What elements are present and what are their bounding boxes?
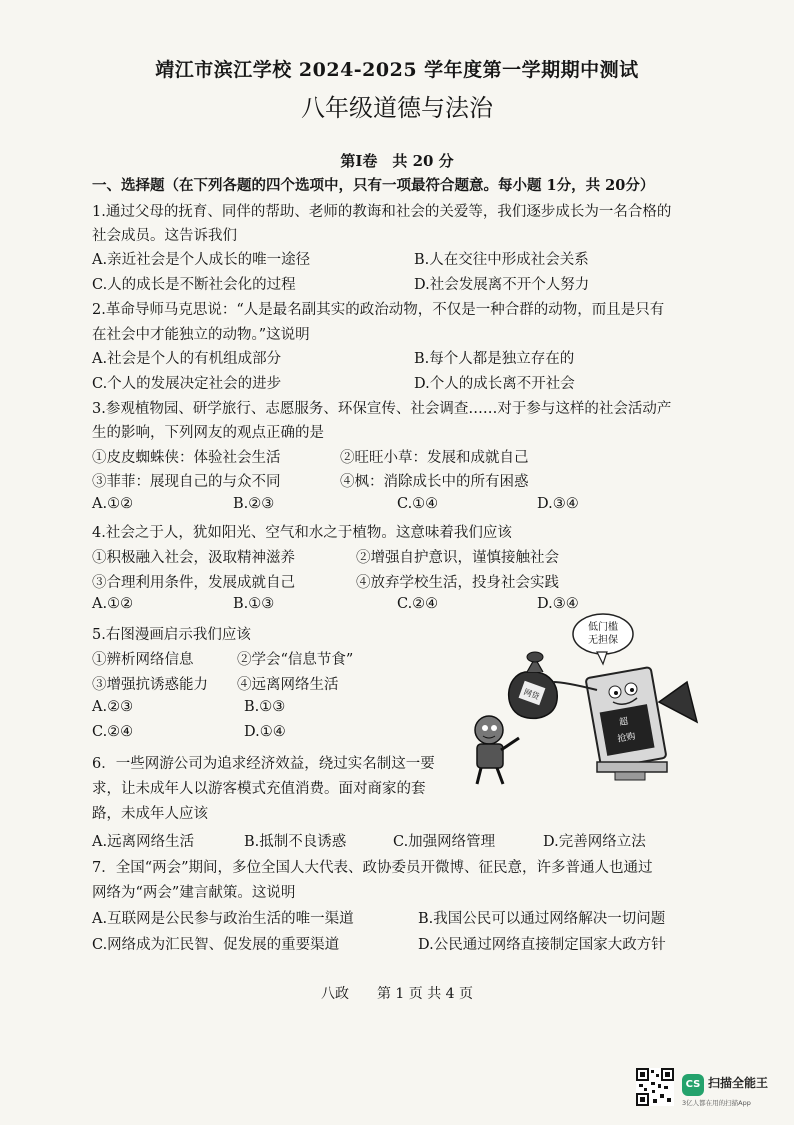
q4-statement-4: ④放弃学校生活，投身社会实践 [356, 575, 559, 591]
q5-option-a: A.②③ [92, 699, 134, 715]
q2-option-c: C.个人的发展决定社会的进步 [92, 376, 282, 392]
screen-text-1: 超 [618, 716, 630, 729]
page-footer: 八政 第 1 页 共 4 页 [320, 986, 474, 1002]
q2-option-d: D.个人的成长离不开社会 [414, 376, 575, 392]
section-heading: 第Ⅰ卷 共 20 分 [340, 152, 454, 170]
screen-text-2: 抢购 [616, 731, 637, 745]
q7-stem-line2: 网络为“两会”建言献策。这说明 [92, 885, 296, 901]
q3-statement-2: ②旺旺小草：发展和成就自己 [340, 450, 529, 466]
computer-monitor-icon [553, 667, 697, 780]
q4-statement-2: ②增强自护意识，谨慎接触社会 [356, 550, 559, 566]
subject-title: 八年级道德与法治 [301, 94, 493, 122]
q3-option-b: B.②③ [233, 496, 275, 512]
q3-stem-line1: 3.参观植物园、研学旅行、志愿服务、环保宣传、社会调查……对于参与这样的社会活动产 [92, 401, 672, 417]
q7-option-c: C.网络成为汇民智、促发展的重要渠道 [92, 937, 340, 953]
q5-statement-1: ①辨析网络信息 [92, 652, 194, 668]
q4-stem-line1: 4.社会之于人，犹如阳光、空气和水之于植物。这意味着我们应该 [92, 525, 512, 541]
q2-stem-line1: 2.革命导师马克思说：“人是最名副其实的政治动物，不仅是一种合群的动物，而且是只有 [92, 302, 665, 318]
instructions: 一、选择题（在下列各题的四个选项中，只有一项最符合题意。每小题 1分，共 20分） [92, 177, 655, 194]
q7-option-b: B.我国公民可以通过网络解决一切问题 [418, 911, 666, 927]
q5-option-c: C.②④ [92, 724, 134, 740]
q3-statement-1: ①皮皮蜘蛛侠：体验社会生活 [92, 450, 281, 466]
q7-option-a: A.互联网是公民参与政治生活的唯一渠道 [92, 911, 354, 927]
q5-option-d: D.①④ [244, 724, 286, 740]
q3-stem-line2: 生的影响，下列网友的观点正确的是 [92, 425, 324, 441]
cartoon-illustration [465, 612, 705, 790]
q1-stem-line1: 1.通过父母的抚育、同伴的帮助、老师的教诲和社会的关爱等，我们逐步成长为一名合格的 [92, 204, 672, 220]
q6-option-c: C.加强网络管理 [393, 834, 496, 850]
q7-stem-line1: 7．全国“两会”期间，多位全国人大代表、政协委员开微博、征民意，许多普通人也通过 [92, 860, 653, 876]
scanner-logo-icon: CS [682, 1074, 704, 1096]
q1-option-c: C.人的成长是不断社会化的过程 [92, 277, 296, 293]
q4-option-a: A.①② [92, 596, 134, 612]
q1-option-d: D.社会发展离不开个人努力 [414, 277, 590, 293]
q3-option-a: A.①② [92, 496, 134, 512]
q6-option-b: B.抵制不良诱惑 [244, 834, 347, 850]
q5-statement-2: ②学会“信息节食” [237, 652, 354, 668]
q3-option-c: C.①④ [397, 496, 439, 512]
q2-option-a: A.社会是个人的有机组成部分 [92, 351, 282, 367]
bag-label: 网贷 [522, 687, 541, 702]
q4-option-b: B.①③ [233, 596, 275, 612]
q2-stem-line2: 在社会中才能独立的动物。”这说明 [92, 327, 310, 343]
speech-bubble [573, 614, 633, 664]
q6-option-a: A.远离网络生活 [92, 834, 195, 850]
q4-option-c: C.②④ [397, 596, 439, 612]
bubble-text-1: 低门槛 [588, 622, 618, 633]
q1-stem-line2: 社会成员。这告诉我们 [92, 228, 237, 244]
q3-statement-3: ③菲菲：展现自己的与众不同 [92, 474, 281, 490]
q6-stem-line1: 6．一些网游公司为追求经济效益，绕过实名制这一要 [92, 756, 435, 772]
q5-statement-3: ③增强抗诱惑能力 [92, 677, 208, 693]
q6-stem-line2: 求，让未成年人以游客模式充值消费。面对商家的套 [92, 781, 426, 797]
school-exam-title: 靖江市滨江学校 2024-2025 学年度第一学期期中测试 [155, 59, 639, 81]
q4-statement-1: ①积极融入社会，汲取精神滋养 [92, 550, 295, 566]
q3-statement-4: ④枫：消除成长中的所有困惑 [340, 474, 529, 490]
bubble-text-2: 无担保 [588, 635, 618, 646]
q2-option-b: B.每个人都是独立存在的 [414, 351, 575, 367]
scanner-app-tagline: 3亿人都在用的扫描App [682, 1099, 751, 1107]
q3-option-d: D.③④ [537, 496, 579, 512]
money-bag-icon [509, 652, 558, 718]
q7-option-d: D.公民通过网络直接制定国家大政方针 [418, 937, 666, 953]
q5-statement-4: ④远离网络生活 [237, 677, 339, 693]
q1-option-a: A.亲近社会是个人成长的唯一途径 [92, 252, 311, 268]
scanner-app-name: 扫描全能王 [708, 1076, 769, 1090]
q4-statement-3: ③合理利用条件，发展成就自己 [92, 575, 295, 591]
q6-option-d: D.完善网络立法 [543, 834, 646, 850]
q1-option-b: B.人在交往中形成社会关系 [414, 252, 589, 268]
q4-option-d: D.③④ [537, 596, 579, 612]
q6-stem-line3: 路，未成年人应该 [92, 806, 208, 822]
q5-option-b: B.①③ [244, 699, 286, 715]
q5-stem-line1: 5.右图漫画启示我们应该 [92, 627, 251, 643]
qr-code-icon [636, 1068, 674, 1106]
child-character-icon [475, 716, 519, 784]
